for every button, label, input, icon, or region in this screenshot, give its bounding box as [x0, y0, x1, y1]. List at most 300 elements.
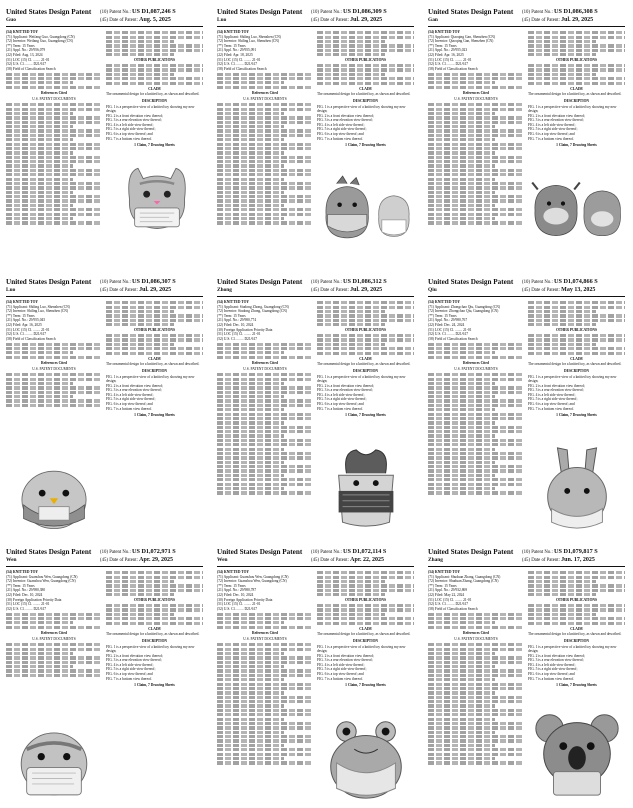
toy-figure-image [528, 444, 626, 532]
text-line [428, 151, 495, 154]
text-line [317, 319, 414, 322]
text-line [217, 739, 313, 742]
text-line [217, 208, 313, 211]
text-line [106, 77, 203, 80]
text-line [317, 347, 414, 350]
bib-field: (51) LOC (15) Cl. ........ 21-01 [217, 57, 261, 62]
description-line: FIG. 7 is a bottom view thereof. [528, 136, 575, 141]
text-line [106, 44, 203, 47]
text-line [317, 608, 414, 611]
text-line [217, 704, 284, 707]
claims-caption: 1 Claim, 7 Drawing Sheets [345, 143, 386, 148]
claims-caption: 1 Claim, 7 Drawing Sheets [556, 143, 597, 148]
toy-figure-image [317, 444, 415, 532]
text-line [528, 343, 596, 346]
text-line [428, 643, 524, 646]
patent-title: (54) KNITTED TOY [428, 570, 461, 574]
patent-title: (54) KNITTED TOY [6, 570, 39, 574]
text-line [428, 731, 495, 734]
text-line [217, 652, 284, 655]
patent-header [428, 8, 625, 27]
text-line [528, 323, 596, 326]
description-line: FIG. 7 is a bottom view thereof. [106, 406, 153, 411]
text-line [428, 665, 495, 668]
text-line [317, 604, 414, 607]
inventor-heading: Gan [428, 17, 438, 23]
bib-field: (30) Foreign Application Priority Data [217, 327, 273, 332]
left-column [6, 300, 102, 408]
patent-header [428, 548, 625, 567]
text-line [428, 748, 524, 751]
bib-field: (71) Applicant: Shuduan Zhang, Guangdong (CN) [428, 574, 501, 579]
text-line [6, 395, 73, 398]
text-line [428, 678, 495, 681]
text-line [106, 73, 174, 76]
patent-title: (54) KNITTED TOY [217, 300, 250, 304]
left-column [217, 570, 313, 766]
description-line: FIG. 7 is a bottom view thereof. [317, 136, 364, 141]
text-line [428, 399, 524, 402]
text-line [428, 735, 524, 738]
text-line [428, 617, 524, 620]
text-line [428, 491, 524, 494]
bib-field: (58) Field of Classification Search [6, 66, 56, 71]
text-line [428, 413, 524, 416]
description-line: FIG. 6 is a top view thereof; and [106, 672, 153, 677]
bib-field: (51) LOC (15) Cl. ........ 21-01 [428, 57, 472, 62]
bib-field: (21) Appl. No.: 29/980,774 [217, 318, 257, 323]
text-line [428, 656, 524, 659]
text-line [528, 68, 625, 71]
left-column [217, 300, 313, 496]
patent-title: (54) KNITTED TOY [217, 30, 250, 34]
bib-field: (71) Applicant: Zhongchao Qiu, Guangdong (CN) [428, 304, 501, 309]
text-line [106, 622, 203, 625]
patent-date: (45) Date of Patent: Apr. 22, 2025 [311, 557, 384, 563]
claim-heading: CLAIM [570, 626, 583, 631]
text-line [217, 77, 313, 80]
text-line [217, 204, 284, 207]
patent-date: (45) Date of Patent: Jul. 29, 2025 [311, 287, 383, 293]
bib-field: (**) Term: 15 Years [217, 313, 246, 318]
refs-heading: References Cited [41, 90, 67, 95]
description-line: FIG. 3 is a rear elevation view thereof; [528, 658, 584, 663]
description-line: FIG. 4 is a left side view thereof; [528, 392, 576, 397]
text-line [6, 116, 102, 119]
patent-page [2, 274, 207, 538]
description-line: FIG. 5 is a right side view thereof; [317, 667, 367, 672]
inventor-heading: Luo [217, 17, 227, 23]
text-line [217, 116, 313, 119]
description-line: FIG. 3 is a rear elevation view thereof; [528, 118, 584, 123]
text-line [428, 487, 495, 490]
text-line [428, 421, 495, 424]
other-pubs-heading: OTHER PUBLICATIONS [345, 598, 386, 603]
left-column [428, 570, 524, 766]
bib-field: (21) Appl. No.: 29/980,380 [6, 588, 46, 593]
bib-field: (58) Field of Classification Search [217, 66, 267, 71]
toy-figure-image [528, 174, 626, 240]
description-line: FIG. 5 is a right side view thereof; [528, 667, 578, 672]
text-line [217, 744, 284, 747]
text-line [6, 112, 73, 115]
text-line [428, 652, 495, 655]
description-heading: DESCRIPTION [564, 98, 589, 103]
text-line [528, 352, 625, 355]
toy-figure-image [6, 456, 102, 532]
text-line [6, 669, 102, 672]
text-line [528, 589, 625, 592]
right-column [106, 570, 203, 688]
text-line [428, 125, 495, 128]
text-line [428, 343, 524, 346]
text-line [428, 199, 524, 202]
text-line [428, 434, 495, 437]
text-line [217, 735, 313, 738]
bib-field: (22) Filed: Dec. 10, 2024 [217, 322, 254, 327]
text-line [428, 709, 524, 712]
text-line [6, 208, 102, 211]
patent-header [6, 8, 203, 27]
text-line [528, 53, 596, 56]
text-line [6, 648, 102, 651]
text-line [6, 343, 102, 346]
text-line [106, 343, 174, 346]
description-line: FIG. 6 is a top view thereof; and [106, 402, 153, 407]
text-line [317, 40, 385, 43]
patent-number: (10) Patent No.: US D1,072,971 S [100, 548, 176, 555]
bib-field: (52) U.S. Cl. ........ D21/617 [6, 62, 47, 67]
text-line [217, 373, 313, 376]
text-line [106, 82, 203, 85]
text-line [6, 156, 102, 159]
text-line [428, 443, 524, 446]
text-line [317, 571, 414, 574]
patent-title: (54) KNITTED TOY [217, 570, 250, 574]
text-line [217, 430, 313, 433]
text-line [217, 683, 313, 686]
text-line [6, 356, 102, 359]
bib-field: (58) Field of Classification Search [6, 336, 56, 341]
patent-date: (45) Date of Patent: Jul. 29, 2025 [311, 17, 383, 23]
text-line [217, 121, 313, 124]
bib-field: (72) Inventor: Zhongchao Qiu, Guangdong (CN) [428, 309, 499, 314]
left-column [217, 30, 313, 226]
text-line [6, 186, 102, 189]
text-line [217, 186, 313, 189]
docs-heading: U.S. PATENT DOCUMENTS [454, 637, 498, 642]
bib-field: (52) U.S. Cl. ........ D21/617 [6, 332, 47, 337]
text-line [528, 334, 625, 337]
text-line [428, 408, 495, 411]
description-heading: DESCRIPTION [142, 368, 167, 373]
inventor-heading: Luo [6, 287, 16, 293]
text-line [528, 338, 625, 341]
text-line [428, 395, 495, 398]
docs-heading: U.S. PATENT DOCUMENTS [32, 97, 76, 102]
text-line [217, 195, 313, 198]
description-line: FIG. 1 is a perspective view of a knitted toy showing my new design; [317, 644, 406, 654]
claim-heading: CLAIM [359, 626, 372, 631]
bib-field: (71) Applicant: Shiling Luo, Shenzhen (CN) [217, 34, 281, 39]
text-line [528, 622, 625, 625]
text-line [106, 571, 203, 574]
claim-heading: CLAIM [570, 86, 583, 91]
toy-figure-image [528, 700, 626, 804]
text-line [428, 687, 524, 690]
docs-heading: U.S. PATENT DOCUMENTS [32, 637, 76, 642]
text-line [428, 478, 524, 481]
text-line [317, 613, 385, 616]
text-line [106, 593, 174, 596]
text-line [106, 319, 203, 322]
text-line [428, 461, 495, 464]
text-line [317, 64, 414, 67]
text-line [428, 138, 495, 141]
docs-heading: U.S. PATENT DOCUMENTS [454, 367, 498, 372]
refs-heading: References Cited [252, 630, 278, 635]
bib-field: (71) Applicant: Weifang Guo, Guangdong (CN) [6, 34, 75, 39]
description-line: FIG. 1 is a perspective view of a knitted toy showing my new design; [528, 104, 617, 114]
right-column [528, 300, 625, 418]
patent-title: (54) KNITTED TOY [428, 300, 461, 304]
text-line [6, 103, 102, 106]
bib-field: (72) Inventor: Guanshou Wen, Guangdong (CN) [217, 579, 287, 584]
left-column [6, 30, 102, 226]
text-line [428, 73, 524, 76]
text-line [528, 593, 596, 596]
text-line [106, 352, 203, 355]
text-line [217, 753, 313, 756]
text-line [6, 147, 102, 150]
text-line [528, 617, 625, 620]
text-line [106, 36, 203, 39]
bib-field: (51) LOC (15) Cl. ........ 21-01 [6, 57, 50, 62]
description-line: FIG. 4 is a left side view thereof; [106, 662, 154, 667]
bib-field: (51) LOC (15) Cl. ........ 21-01 [217, 602, 261, 607]
text-line [428, 430, 524, 433]
bib-field: (51) LOC (15) Cl. ........ 21-01 [428, 597, 472, 602]
text-line [528, 40, 596, 43]
text-line [6, 373, 102, 376]
patent-header [6, 278, 203, 297]
claims-caption: 1 Claim, 7 Drawing Sheets [556, 683, 597, 688]
bib-field: (72) Inventor: Siudong Zhong, Guangdong (CN) [217, 309, 288, 314]
description-heading: DESCRIPTION [353, 368, 378, 373]
bib-field: (51) LOC (15) Cl. ........ 21-01 [6, 602, 50, 607]
bib-field: (51) LOC (15) Cl. ........ 21-01 [428, 327, 472, 332]
other-pubs-heading: OTHER PUBLICATIONS [134, 58, 175, 63]
text-line [6, 129, 102, 132]
text-line [217, 713, 313, 716]
text-line [6, 351, 73, 354]
bib-field: (**) Term: 15 Years [6, 583, 35, 588]
text-line [528, 306, 625, 309]
text-line [528, 301, 625, 304]
text-line [317, 576, 414, 579]
text-line [217, 81, 284, 84]
bib-field: (71) Applicant: Guanshou Wen, Guangdong (CN) [6, 574, 78, 579]
refs-heading: References Cited [252, 90, 278, 95]
bib-field: (**) Term: 15 Years [6, 43, 35, 48]
text-line [428, 112, 495, 115]
description-line: FIG. 1 is a perspective view of a knitted toy showing my new design; [528, 374, 617, 384]
text-line [6, 656, 102, 659]
text-line [217, 674, 313, 677]
text-line [6, 81, 73, 84]
bib-field: (71) Applicant: Guanshou Wen, Guangdong (CN) [217, 574, 289, 579]
text-line [428, 129, 524, 132]
text-line [528, 31, 625, 34]
description-line: FIG. 6 is a top view thereof; and [317, 402, 364, 407]
claims-caption: 1 Claim, 7 Drawing Sheets [134, 143, 175, 148]
bib-field: (**) Term: 15 Years [6, 313, 35, 318]
text-line [428, 713, 524, 716]
text-line [217, 112, 284, 115]
text-line [6, 643, 102, 646]
patent-page [424, 4, 629, 268]
text-line [106, 31, 203, 34]
text-line [217, 691, 284, 694]
patent-page [213, 274, 418, 538]
text-line [217, 722, 313, 725]
text-line [106, 53, 174, 56]
bib-field: (21) Appl. No.: 29/955,045 [6, 318, 46, 323]
bib-field: (22) Filed: May 22, 2024 [428, 592, 465, 597]
description-heading: DESCRIPTION [142, 638, 167, 643]
text-line [106, 49, 203, 52]
bib-field: (58) Field of Classification Search [428, 336, 478, 341]
text-line [317, 584, 414, 587]
text-line [428, 621, 495, 624]
text-line [317, 77, 414, 80]
office-title: United States Design Patent [428, 548, 514, 556]
text-line [106, 310, 174, 313]
text-line [528, 347, 625, 350]
text-line [428, 169, 524, 172]
other-pubs-heading: OTHER PUBLICATIONS [556, 328, 597, 333]
text-line [217, 404, 313, 407]
text-line [428, 448, 495, 451]
description-line: FIG. 1 is a perspective view of a knitted toy showing my new design; [317, 104, 406, 114]
text-line [428, 81, 495, 84]
text-line [428, 221, 524, 224]
text-line [528, 319, 625, 322]
text-line [428, 373, 524, 376]
text-line [317, 31, 414, 34]
claims-caption: 1 Claim, 7 Drawing Sheets [556, 413, 597, 418]
text-line [6, 404, 102, 407]
text-line [217, 452, 313, 455]
bib-field: (22) Filed: Apr. 18, 2025 [217, 52, 253, 57]
text-line [428, 147, 524, 150]
bib-field: (21) Appl. No.: 29/955,091 [217, 48, 257, 53]
left-column [428, 300, 524, 496]
claims-caption: 1 Claim, 7 Drawing Sheets [134, 413, 175, 418]
claim-text: The ornamental design for a knitted toy, as shown and described. [528, 632, 622, 637]
claim-heading: CLAIM [570, 356, 583, 361]
text-line [217, 648, 313, 651]
description-line: FIG. 3 is a rear elevation view thereof; [106, 388, 162, 393]
text-line [217, 426, 313, 429]
text-line [317, 352, 414, 355]
text-line [106, 314, 203, 317]
text-line [217, 761, 313, 764]
office-title: United States Design Patent [6, 8, 92, 16]
text-line [217, 343, 313, 346]
text-line [6, 108, 102, 111]
text-line [217, 731, 284, 734]
text-line [428, 356, 524, 359]
text-line [6, 391, 102, 394]
bib-field: (72) Inventor: Guanshou Wen, Guangdong (CN) [6, 579, 76, 584]
bib-field: (**) Term: 15 Years [428, 583, 457, 588]
text-line [428, 386, 524, 389]
patent-header [6, 548, 203, 567]
text-line [428, 722, 524, 725]
text-line [217, 439, 313, 442]
text-line [217, 617, 313, 620]
description-line: FIG. 1 is a perspective view of a knitted toy showing my new design; [106, 104, 195, 114]
description-line: FIG. 3 is a rear elevation view thereof; [317, 388, 373, 393]
patent-page [2, 4, 207, 268]
patent-date: (45) Date of Patent: Aug. 5, 2025 [100, 17, 171, 23]
text-line [428, 195, 524, 198]
text-line [528, 604, 625, 607]
text-line [6, 213, 102, 216]
patent-page [213, 544, 418, 808]
text-line [217, 665, 284, 668]
bib-field: (**) Term: 15 Years [428, 43, 457, 48]
text-line [428, 753, 524, 756]
text-line [217, 417, 313, 420]
description-line: FIG. 2 is a front elevation view thereof; [528, 113, 586, 118]
text-line [428, 626, 524, 629]
text-line [528, 571, 625, 574]
description-line: FIG. 7 is a bottom view thereof. [317, 406, 364, 411]
patent-title: (54) KNITTED TOY [428, 30, 461, 34]
text-line [428, 739, 524, 742]
text-line [106, 613, 174, 616]
refs-heading: References Cited [252, 360, 278, 365]
patent-date: (45) Date of Patent: May 13, 2025 [522, 287, 596, 293]
bib-field: (72) Inventor: Shiling Luo, Shenzhen (CN) [6, 309, 69, 314]
bib-field: (72) Inventor: Shiling Luo, Shenzhen (CN) [217, 39, 280, 44]
office-title: United States Design Patent [6, 548, 92, 556]
patent-number: (10) Patent No.: US D1,079,817 S [522, 548, 598, 555]
text-line [428, 86, 524, 89]
text-line [217, 469, 313, 472]
text-line [428, 757, 495, 760]
text-line [428, 208, 524, 211]
refs-heading: References Cited [463, 90, 489, 95]
text-line [428, 704, 495, 707]
text-line [6, 143, 102, 146]
text-line [217, 474, 284, 477]
text-line [528, 82, 625, 85]
text-line [217, 687, 313, 690]
inventor-heading: Wen [6, 557, 17, 563]
text-line [6, 125, 73, 128]
description-line: FIG. 6 is a top view thereof; and [317, 132, 364, 137]
text-line [428, 182, 524, 185]
description-line: FIG. 7 is a bottom view thereof. [528, 406, 575, 411]
text-line [6, 164, 73, 167]
bib-field: (58) Field of Classification Search [428, 606, 478, 611]
text-line [428, 426, 524, 429]
text-line [317, 36, 414, 39]
bib-field: (**) Term: 15 Years [217, 43, 246, 48]
